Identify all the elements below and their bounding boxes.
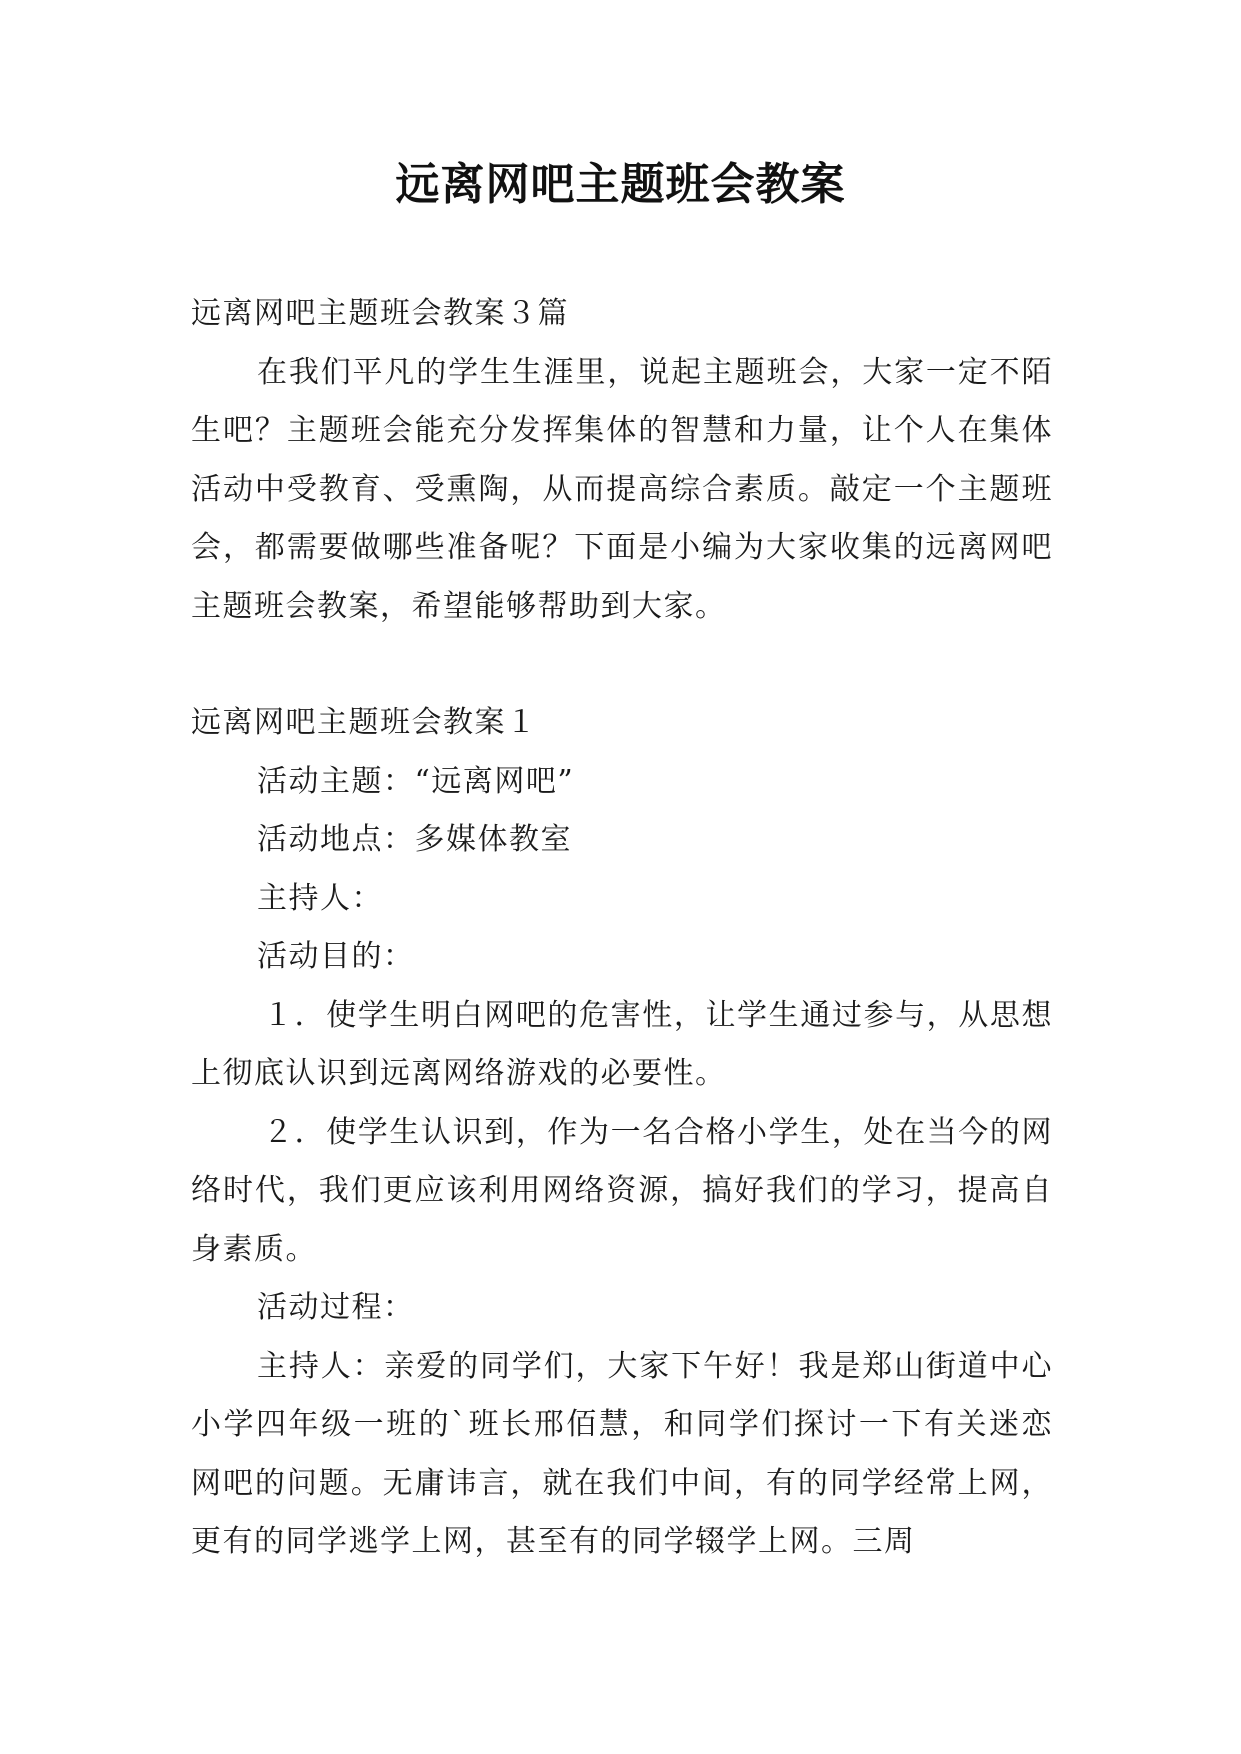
purpose-heading: 活动目的： (257, 939, 415, 974)
purpose-item-2: ２．使学生认识到，作为一名合格小学生，处在当今的网络时代，我们更应该利用网络资源，搞好我们的学习，提高自身素质。 (191, 1114, 1053, 1267)
section-heading: 远离网吧主题班会教案１ (191, 705, 538, 740)
subtitle: 远离网吧主题班会教案３篇 (191, 296, 569, 331)
activity-location: 活动地点：多媒体教室 (257, 822, 572, 857)
activity-theme: 活动主题：“远离网吧” (257, 763, 575, 799)
process-heading: 活动过程： (257, 1290, 415, 1325)
host-speech: 主持人：亲爱的同学们，大家下午好！我是郑山街道中心小学四年级一班的`班长邢佰慧，和同学们探讨一下有关迷恋网吧的问题。无庸讳言，就在我们中间，有的同学经常上网，更有的同学逃学上网，甚至有的同学辍学上网。三周 (191, 1348, 1053, 1559)
paragraph-gap (191, 636, 1053, 694)
document-body (191, 285, 1053, 1572)
document-title: 远离网吧主题班会教案 (395, 159, 846, 210)
purpose-item-1: １．使学生明白网吧的危害性，让学生通过参与，从思想上彻底认识到远离网络游戏的必要性。 (191, 997, 1053, 1091)
intro-paragraph: 在我们平凡的学生生涯里，说起主题班会，大家一定不陌生吧？主题班会能充分发挥集体的智慧和力量，让个人在集体活动中受教育、受熏陶，从而提高综合素质。敲定一个主题班会，都需要做哪些准备呢？下面是小编为大家收集的远离网吧主题班会教案，希望能够帮助到大家。 (191, 354, 1053, 624)
activity-host: 主持人： (257, 880, 383, 916)
